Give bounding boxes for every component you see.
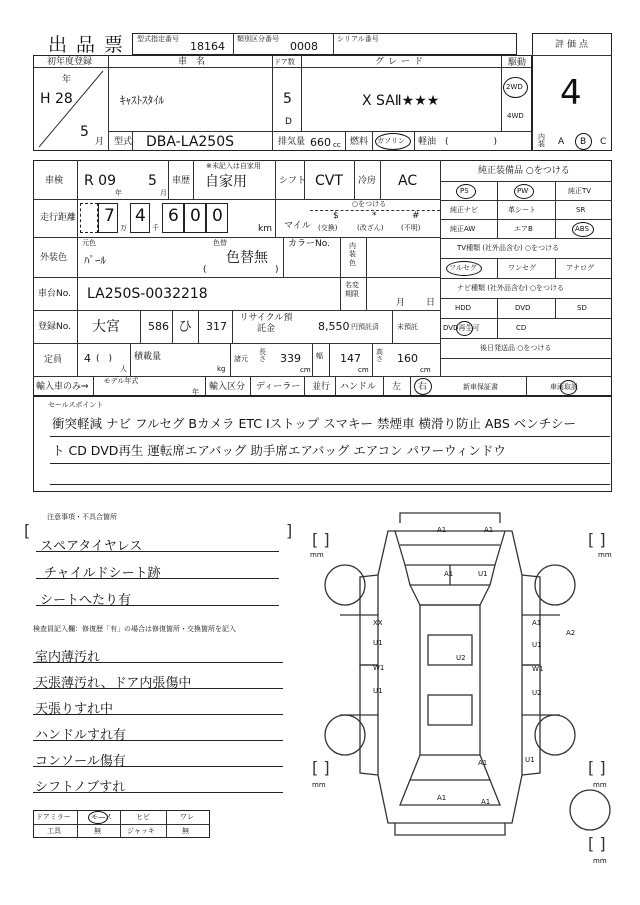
interior-a: A — [558, 137, 565, 147]
damage-label: A1 — [437, 526, 447, 534]
cc-unit: cc — [333, 141, 341, 149]
shaken-tsuki: 月 — [160, 189, 167, 197]
shift-label: シフト — [279, 176, 307, 186]
dims-label: 諸元 — [234, 355, 248, 363]
inspector-item: 室内薄汚れ — [35, 650, 101, 665]
equip-dvd-play: DVD再生可 — [443, 324, 480, 332]
shaken-month: 5 — [148, 173, 157, 189]
equip-aw: 純正AW — [450, 225, 476, 233]
mm-label: mm — [593, 857, 607, 865]
equip-warranty: 新車保証書 — [463, 383, 498, 391]
mile-label: マイル — [284, 221, 311, 231]
drive-4wd: 4WD — [507, 112, 524, 120]
model-label: 型式 — [114, 137, 133, 147]
motor-label: モ―ス — [91, 813, 112, 821]
wokutsukeru: ○をつける — [352, 200, 387, 208]
height-value: 160 — [397, 352, 418, 365]
recycle-value: 8,550 — [318, 320, 350, 333]
equip-tv: 純正TV — [568, 187, 592, 195]
score-value: 4 — [560, 73, 582, 113]
ruibetsu-label: 類別区分番号 — [237, 35, 279, 43]
width-value: 147 — [340, 352, 361, 365]
hood — [395, 531, 505, 565]
first-reg-tsuki: 月 — [95, 137, 105, 147]
recycle-label: リサイクル預託金 — [239, 313, 293, 334]
frame-value: LA250S-0032218 — [87, 286, 208, 302]
displacement-label: 排気量 — [278, 137, 306, 147]
shaken-nen: 年 — [115, 189, 122, 197]
damage-label: U1 — [373, 687, 383, 695]
length-cm: cm — [300, 366, 311, 374]
fuel-gas: ガソリン — [377, 137, 405, 145]
car-name: ｷｬｽﾄｽﾀｲﾙ — [120, 94, 164, 107]
caution-bracket-left: [ — [24, 521, 31, 540]
equip-fullseg: フルセグ — [449, 264, 477, 272]
plate-kana: ひ — [178, 319, 192, 335]
meihen-nichi: 日 — [426, 298, 436, 308]
naiso-label: 内装色 — [349, 242, 356, 267]
front-bumper — [400, 513, 500, 523]
tools-label: 工具 — [47, 827, 61, 835]
damage-label: A1 — [484, 526, 494, 534]
equip-dvd: DVD — [515, 304, 531, 312]
plate-num: 317 — [206, 320, 227, 333]
mileage-cell — [80, 203, 98, 233]
navi-kind-title: ナビ種類 (社外品含む) ○をつける — [457, 284, 565, 292]
wheel-rear-left — [325, 715, 365, 755]
import-label: 輸入車のみ⇒ — [36, 382, 89, 392]
kg-unit: kg — [217, 365, 226, 373]
mileage-label: 走行距離 — [40, 213, 77, 223]
exchange-label: (交換) — [318, 224, 338, 232]
color-orig: ﾊﾟｰﾙ — [84, 254, 106, 267]
height-label: 高さ — [376, 348, 383, 363]
length-value: 339 — [280, 352, 301, 365]
meihen-label: 名変期限 — [345, 281, 359, 299]
caution-item: シートへたり有 — [40, 593, 132, 608]
damage-label: A1 — [478, 759, 488, 767]
shareki-label: 車歴 — [172, 176, 191, 186]
caution-bracket-right: ] — [286, 521, 293, 540]
equip-manual: 車両取説 — [550, 383, 578, 391]
mm-label: mm — [310, 551, 324, 559]
door-mirror-label: ドアミラー — [36, 813, 71, 821]
doors-label: ドア数 — [274, 58, 295, 66]
capacity-paren: ( ) — [96, 354, 113, 364]
color-change-label: 色替 — [213, 239, 227, 247]
inspector-item: 天張薄汚れ、ドア内張傷中 — [35, 676, 192, 691]
damage-label: U2 — [456, 654, 466, 662]
damage-label: A1 — [437, 794, 447, 802]
mileage-d4: 0 — [190, 206, 201, 226]
damage-label: A1 — [444, 570, 454, 578]
jack-label: ジャッキ — [127, 827, 155, 835]
equipment-title: 純正装備品 ○をつける — [478, 166, 570, 176]
inspector-item: ハンドルすれ有 — [35, 728, 127, 743]
equip-analog: アナログ — [566, 264, 594, 272]
tools-value: 無 — [94, 827, 101, 835]
mm-bracket: [ ] — [312, 530, 330, 549]
mileage-d1: 7 — [104, 206, 115, 226]
recycle-no: 未預託 — [397, 323, 418, 331]
load-label: 積載量 — [134, 352, 162, 362]
length-label: 長さ — [259, 348, 266, 363]
recycle-unit: 円預託済 — [351, 323, 379, 331]
jack-value: 無 — [182, 827, 189, 835]
inspector-item: コンソール傷有 — [35, 754, 126, 769]
grade-value: X SAⅡ★★★ — [362, 93, 440, 109]
color-orig-label: 元色 — [82, 239, 96, 247]
shareki-note: ※未記入は自家用 — [206, 162, 261, 170]
mm-label: mm — [593, 781, 607, 789]
model-year-label: モデル年式 — [103, 377, 139, 385]
unknown-sym: # — [412, 211, 420, 221]
color-change: 色替無 — [226, 250, 268, 266]
shaken-era: R 09 — [84, 173, 116, 189]
wheel-rear-right — [535, 715, 575, 755]
mm-label: mm — [312, 781, 326, 789]
first-reg-month: 5 — [80, 124, 89, 140]
mm-label: mm — [598, 551, 612, 559]
mm-bracket: [ ] — [588, 834, 606, 853]
tv-kind-title: TV種類 (社外品含む) ○をつける — [457, 244, 560, 252]
import-kbn-label: 輸入区分 — [209, 382, 246, 392]
form-title: 出品票 — [48, 34, 133, 56]
damage-label: U1 — [478, 570, 488, 578]
equip-sr: SR — [576, 206, 586, 214]
interior-b: B — [580, 137, 587, 147]
first-reg-nen: 年 — [62, 75, 72, 85]
first-reg-label: 初年度登録 — [47, 57, 93, 67]
serial-label: シリアル番号 — [337, 35, 379, 43]
drive-label: 駆動 — [508, 58, 527, 68]
width-cm: cm — [358, 366, 369, 374]
equip-cd: CD — [516, 324, 527, 332]
height-cm: cm — [420, 366, 431, 374]
inspector-item: 天張りすれ中 — [35, 702, 114, 717]
fuel-label: 燃料 — [350, 137, 369, 147]
equip-navi: 純正ナビ — [450, 206, 478, 214]
altered-label: (改ざん) — [357, 224, 384, 232]
model-year-nen: 年 — [192, 388, 199, 396]
mileage-d5: 0 — [212, 206, 223, 226]
equip-ps: PS — [460, 187, 469, 195]
damage-label: W1 — [373, 664, 385, 672]
drive-2wd: 2WD — [506, 83, 523, 91]
plate-label: 登録No. — [38, 322, 71, 332]
rear-bumper — [395, 823, 505, 835]
mileage-sen: 千 — [152, 224, 159, 232]
shift-value: CVT — [315, 173, 343, 189]
mileage-man: 万 — [120, 224, 127, 232]
fuel-paren: ( ) — [445, 137, 498, 147]
damage-label: A1 — [532, 619, 542, 627]
plate-class: 586 — [148, 320, 169, 333]
equip-sd: SD — [577, 304, 587, 312]
shaken-label: 車検 — [45, 176, 64, 186]
parallel-label: 並行 — [312, 382, 331, 392]
model-value: DBA-LA250S — [146, 134, 235, 150]
color-paren-right: ) — [275, 265, 279, 275]
sales-point-line2: ト CD DVD再生 運転席エアバッグ 助手席エアバッグ エアコン パワーウィンドウ — [52, 443, 506, 458]
equip-airbag: エアB — [514, 225, 533, 233]
altered-sym: * — [372, 211, 377, 221]
wheel-front-left — [325, 565, 365, 605]
damage-label: U1 — [525, 756, 535, 764]
doors-d: D — [285, 117, 292, 127]
sales-point-label: セールスポイント — [48, 401, 104, 409]
first-reg-year: H 28 — [40, 91, 73, 107]
caution-item: チャイルドシート跡 — [44, 566, 161, 581]
ware-label: ワレ — [180, 813, 194, 821]
doors-value: 5 — [283, 91, 292, 107]
damage-label: U1 — [373, 639, 383, 647]
caution-item: スペアタイヤレス — [40, 539, 143, 554]
capacity-unit: 人 — [120, 365, 127, 373]
dealer-label: ディーラー — [256, 382, 301, 392]
damage-label: XX — [373, 619, 383, 627]
grade-label: グレード — [375, 57, 428, 67]
handle-right: 右 — [418, 382, 428, 392]
score-label: 評価点 — [555, 40, 592, 50]
mileage-d3: 6 — [168, 206, 179, 226]
frame-label: 車台No. — [38, 289, 71, 299]
equip-oneseg: ワンセグ — [508, 264, 536, 272]
reibo-value: AC — [398, 173, 418, 189]
damage-label: U1 — [532, 641, 542, 649]
fuel-diesel: 軽油 — [418, 137, 437, 147]
exchange-sym: $ — [333, 211, 339, 221]
interior-label: 内装 — [538, 133, 545, 148]
ruibetsu-value: 0008 — [290, 40, 318, 53]
colorno-label: カラーNo. — [288, 239, 330, 249]
equip-leather: 革シート — [508, 206, 536, 214]
inspector-item: シフトノブすれ — [35, 780, 126, 795]
car-damage-diagram — [300, 505, 620, 865]
mm-bracket: [ ] — [588, 530, 606, 549]
hibi-label: ヒビ — [136, 813, 150, 821]
plate-area: 大宮 — [92, 319, 120, 335]
damage-label: A2 — [566, 629, 576, 637]
shareki-value: 自家用 — [205, 174, 247, 190]
katashiki-label: 型式指定番号 — [137, 35, 179, 43]
meihen-tsuki: 月 — [396, 298, 406, 308]
handle-left: 左 — [392, 382, 402, 392]
caution-label: 注意事項・不具合箇所 — [47, 513, 117, 521]
reibo-label: 冷房 — [358, 176, 377, 186]
interior-c: C — [600, 137, 607, 147]
wheel-front-right — [535, 565, 575, 605]
spare-tire — [570, 790, 610, 830]
capacity-label: 定員 — [44, 355, 63, 365]
unknown-label: (不明) — [401, 224, 421, 232]
handle-label: ハンドル — [340, 382, 377, 392]
later-send-title: 後日発送品 ○をつける — [480, 344, 552, 352]
katashiki-value: 18164 — [190, 40, 225, 53]
sales-point-line1: 衝突軽減 ナビ フルセグ Bカメラ ETC Iストップ スマキー 禁煙車 横滑り防止 ABS ベンチシー — [52, 416, 576, 431]
km-unit: km — [258, 224, 272, 234]
color-paren-left: ( — [203, 265, 207, 275]
mm-bracket: [ ] — [312, 758, 330, 777]
width-label: 幅 — [316, 352, 323, 360]
color-label: 外装色 — [40, 253, 68, 263]
inspector-label: 検査員記入欄：修復歴「有」の場合は修復箇所・交換箇所を記入 — [33, 625, 236, 633]
damage-label: U2 — [532, 689, 542, 697]
equip-hdd: HDD — [455, 304, 472, 312]
roof — [420, 605, 480, 755]
equip-pw: PW — [517, 187, 529, 195]
damage-label: A1 — [481, 798, 491, 806]
equip-abs: ABS — [575, 225, 589, 233]
displacement-value: 660 — [310, 136, 331, 149]
damage-label: W1 — [532, 665, 544, 673]
mm-bracket: [ ] — [588, 758, 606, 777]
car-name-label: 車 名 — [178, 57, 206, 67]
mileage-d2: 4 — [135, 206, 146, 226]
capacity-value: 4 — [84, 352, 91, 365]
